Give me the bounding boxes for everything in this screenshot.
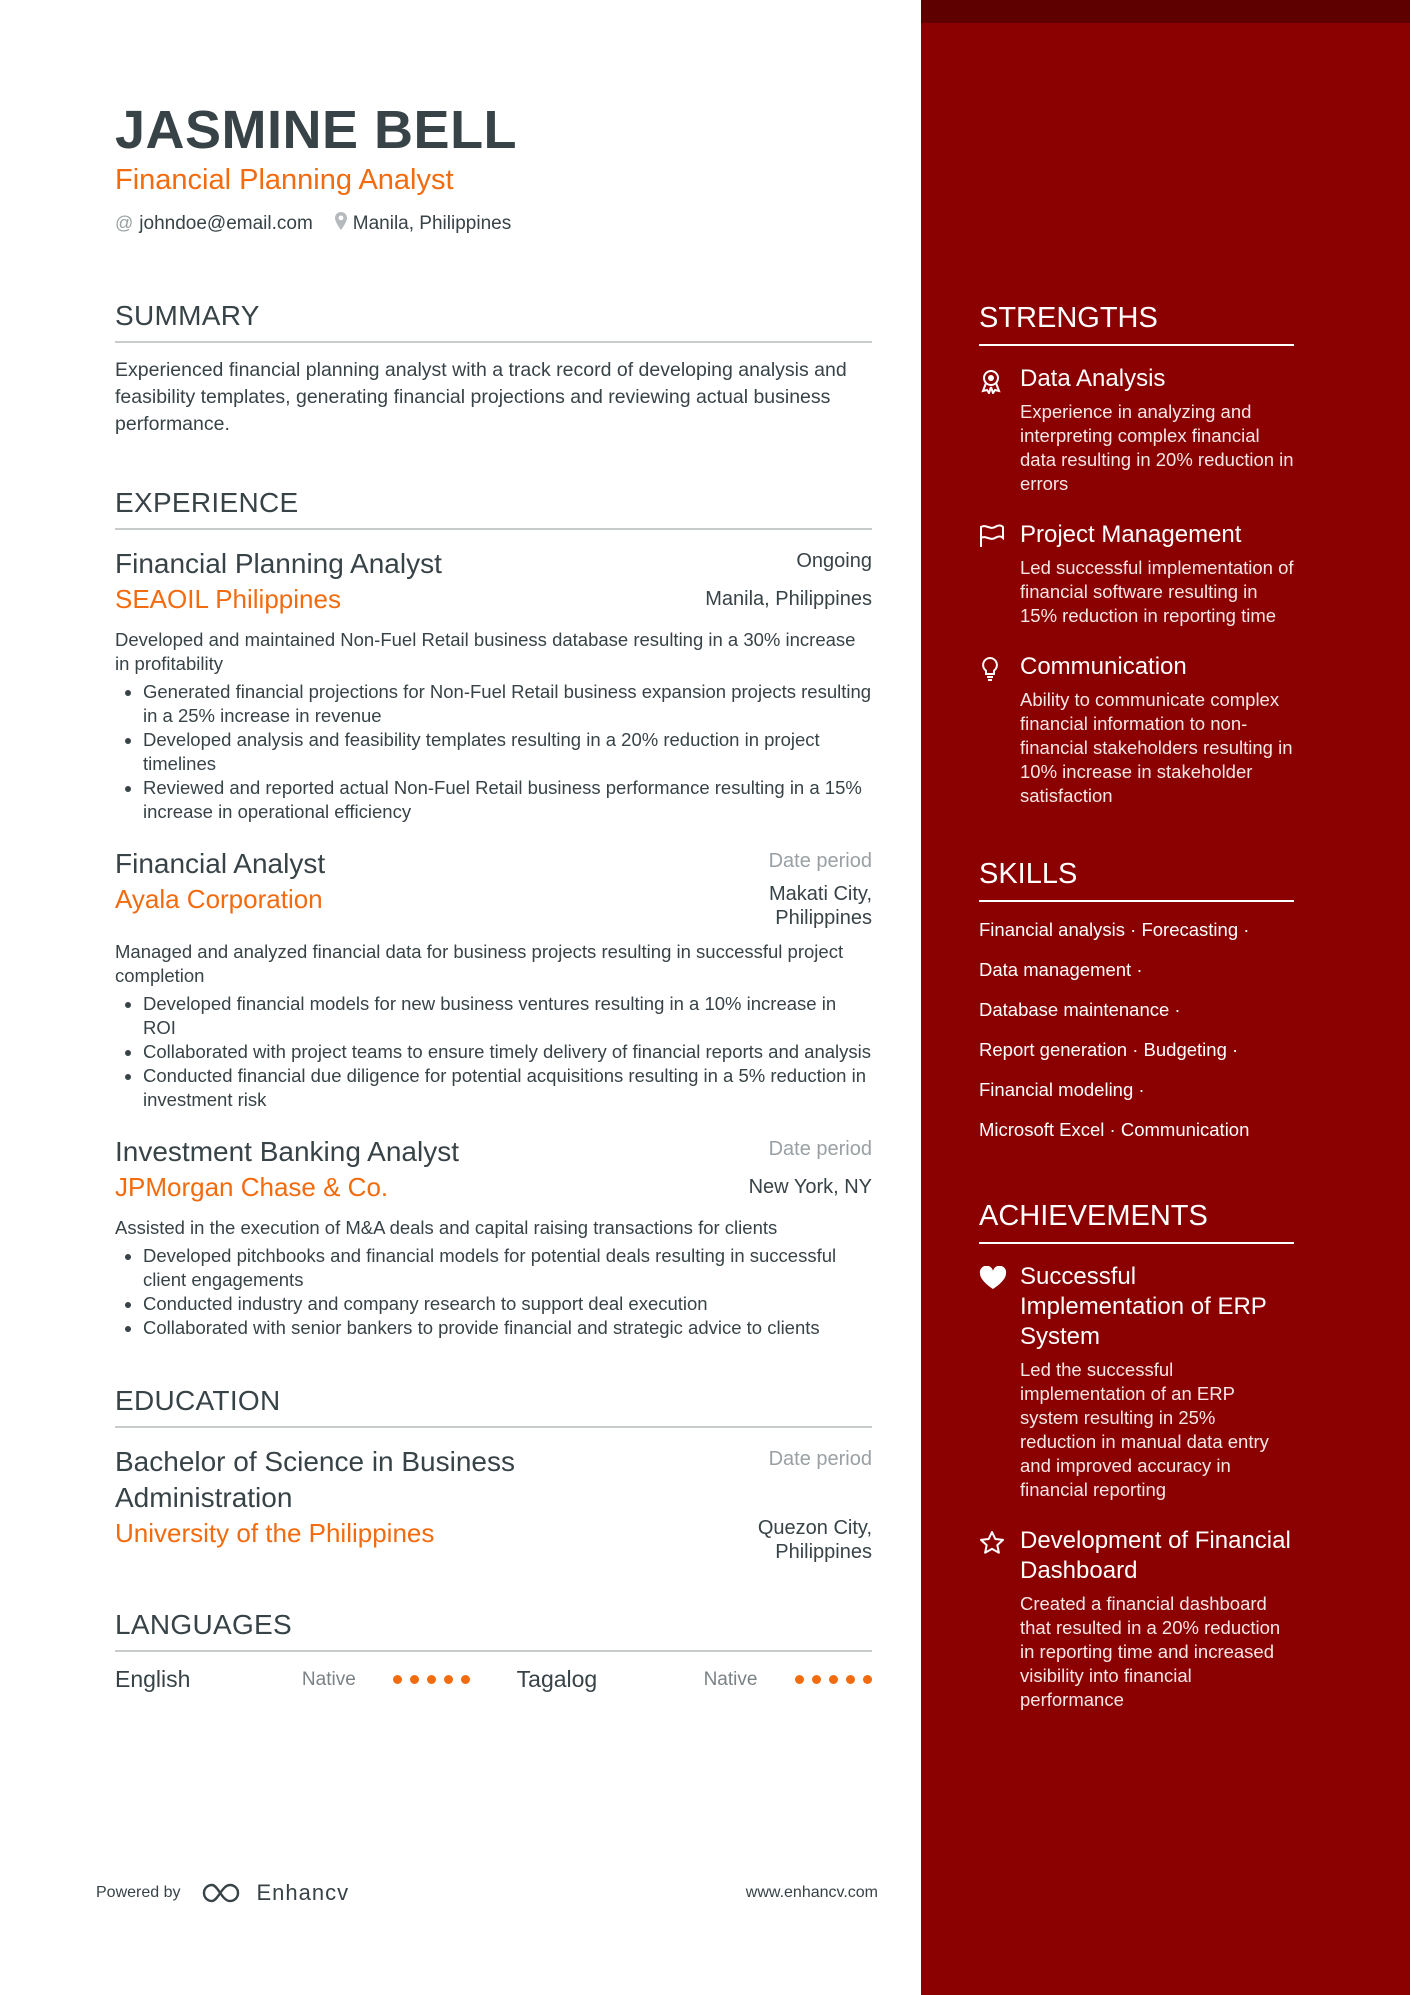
job-location: Manila, Philippines	[705, 588, 872, 610]
job-location-line: Philippines	[775, 907, 872, 929]
proficiency-dot	[829, 1675, 838, 1684]
skills-heading: SKILLS	[979, 856, 1294, 902]
job-bullet: • Conducted financial due diligence for potential acquisitions resulting in a 5% reduction in investment risk	[143, 1064, 872, 1112]
footer	[96, 1880, 878, 1906]
strength-description: Ability to communicate complex financial information to non-financial stakeholders resulting in 10% increase in stakeholder satisfaction	[1020, 689, 1293, 806]
job-company: JPMorgan Chase & Co.	[115, 1172, 389, 1202]
lightbulb-icon	[979, 652, 1020, 808]
job-description: Developed and maintained Non-Fuel Retail business database resulting in a 30% increase in profitability	[115, 629, 856, 674]
achievements-section	[979, 1198, 1294, 1712]
languages-heading: LANGUAGES	[115, 1608, 872, 1652]
job-bullet: • Reviewed and reported actual Non-Fuel Retail business performance resulting in a 15% increase in operational efficiency	[143, 776, 872, 824]
job-entry	[115, 546, 872, 824]
job-title: Financial Planning Analyst	[115, 548, 442, 579]
proficiency-dot	[444, 1675, 453, 1684]
job-bullet: • Conducted industry and company research to support deal execution	[143, 1292, 872, 1316]
brand-name: Enhancv	[256, 1880, 350, 1905]
strength-item	[979, 364, 1294, 496]
education-entry	[115, 1444, 872, 1564]
strength-description: Led successful implementation of financial software resulting in 15% reduction in reporting time	[1020, 557, 1294, 626]
skill-line: Database maintenance ·	[979, 999, 1181, 1020]
job-bullet: • Collaborated with project teams to ensure timely delivery of financial reports and analysis	[143, 1040, 872, 1064]
job-title: Financial Analyst	[115, 848, 326, 879]
strength-title: Data Analysis	[1020, 365, 1166, 392]
degree-line: Bachelor of Science in Business	[115, 1446, 515, 1477]
brand-logo[interactable]	[201, 1880, 350, 1906]
candidate-name: JASMINE BELL	[115, 100, 518, 160]
skills-section	[979, 856, 1294, 1142]
language-name: English	[115, 1666, 191, 1692]
job-location	[769, 882, 872, 930]
job-description: Managed and analyzed financial data for business projects resulting in successful project completion	[115, 941, 844, 986]
main-column	[115, 100, 872, 1693]
job-date: Ongoing	[796, 550, 872, 572]
language-level: Native	[301, 1668, 356, 1690]
sidebar-top-band	[921, 0, 1410, 23]
experience-heading: EXPERIENCE	[115, 486, 872, 530]
language-proficiency-dots	[795, 1675, 872, 1684]
job-description: Assisted in the execution of M&A deals and capital raising transactions for clients	[115, 1217, 778, 1238]
job-bullet: • Developed analysis and feasibility templates resulting in a 20% reduction in project timelines	[143, 728, 872, 776]
language-level: Native	[703, 1668, 758, 1690]
proficiency-dot	[427, 1675, 436, 1684]
job-title: Investment Banking Analyst	[115, 1136, 459, 1167]
language-proficiency-dots	[393, 1675, 516, 1684]
powered-by-label: Powered by	[96, 1884, 181, 1901]
job-company: SEAOIL Philippines	[115, 584, 341, 614]
proficiency-dot	[410, 1675, 419, 1684]
strength-item	[979, 652, 1294, 808]
school-name: University of the Philippines	[115, 1518, 435, 1548]
summary-text: Experienced financial planning analyst with a track record of developing analysis and feasibility templates, generating financial projections and reviewing actual business performance.	[115, 359, 847, 435]
degree-line: Administration	[115, 1482, 293, 1513]
job-bullet: • Developed pitchbooks and financial models for potential deals resulting in successful client engagements	[143, 1244, 872, 1292]
proficiency-dot	[795, 1675, 804, 1684]
job-company: Ayala Corporation	[115, 884, 323, 914]
skill-line: Microsoft Excel · Communication	[979, 1119, 1250, 1140]
school-location-line: Quezon City,	[757, 1517, 872, 1539]
job-bullet: • Collaborated with senior bankers to provide financial and strategic advice to clients	[143, 1316, 872, 1340]
proficiency-dot	[812, 1675, 821, 1684]
job-bullets	[115, 680, 872, 824]
languages-section	[115, 1608, 872, 1693]
achievement-item	[979, 1526, 1294, 1712]
language-name: Tagalog	[516, 1666, 598, 1692]
award-icon	[979, 364, 1020, 496]
job-date: Date period	[768, 850, 872, 872]
summary-heading: SUMMARY	[115, 299, 872, 343]
experience-section	[115, 486, 872, 1340]
skill-line: Financial modeling ·	[979, 1079, 1145, 1100]
job-location: New York, NY	[748, 1176, 872, 1198]
achievements-heading: ACHIEVEMENTS	[979, 1198, 1294, 1244]
enhancv-logo-icon	[201, 1882, 247, 1904]
education-date: Date period	[768, 1448, 872, 1470]
flag-icon	[979, 520, 1020, 628]
summary-section	[115, 299, 872, 438]
powered-by	[96, 1880, 349, 1906]
achievement-item	[979, 1262, 1294, 1502]
job-bullet: • Developed financial models for new business ventures resulting in a 10% increase in ROI	[143, 992, 872, 1040]
achievement-title: Successful Implementation of ERP System	[1020, 1263, 1267, 1350]
job-bullets	[115, 992, 872, 1112]
achievement-description: Created a financial dashboard that resulted in a 20% reduction in reporting time and increased visibility into financial performance	[1020, 1593, 1281, 1710]
job-bullets	[115, 1244, 872, 1340]
languages-row	[115, 1666, 872, 1693]
job-location-line: Makati City,	[769, 883, 872, 905]
proficiency-dot	[461, 1675, 470, 1684]
sidebar	[979, 300, 1294, 1712]
email-contact[interactable]	[115, 213, 313, 235]
location-text: Manila, Philippines	[352, 212, 512, 234]
job-entry	[115, 1134, 872, 1340]
school-location	[758, 1516, 872, 1564]
star-icon	[979, 1526, 1020, 1712]
strength-description: Experience in analyzing and interpreting complex financial data resulting in 20% reduction in errors	[1020, 401, 1294, 494]
skill-line: Financial analysis · Forecasting ·	[979, 919, 1250, 940]
job-entry	[115, 846, 872, 1112]
degree-title	[115, 1444, 515, 1516]
school-location-line: Philippines	[775, 1541, 872, 1563]
footer-url[interactable]: www.enhancv.com	[745, 1884, 878, 1901]
proficiency-dot	[846, 1675, 855, 1684]
achievement-description: Led the successful implementation of an ERP system resulting in 25% reduction in manual data entry and improved accuracy in financial reporting	[1020, 1359, 1269, 1500]
job-bullet: • Generated financial projections for Non-Fuel Retail business expansion projects resulting in a 25% increase in revenue	[143, 680, 872, 728]
strength-item	[979, 520, 1294, 628]
education-heading: EDUCATION	[115, 1384, 872, 1428]
at-sign-icon: @	[115, 213, 134, 233]
location-pin-icon	[335, 212, 347, 235]
strength-title: Project Management	[1020, 521, 1242, 548]
contact-info	[115, 212, 872, 235]
strengths-heading: STRENGTHS	[979, 300, 1294, 346]
strengths-section	[979, 300, 1294, 808]
job-date: Date period	[768, 1138, 872, 1160]
education-section	[115, 1384, 872, 1564]
strength-title: Communication	[1020, 653, 1187, 680]
candidate-title: Financial Planning Analyst	[115, 164, 454, 196]
skill-line: Data management ·	[979, 959, 1143, 980]
heart-icon	[979, 1262, 1020, 1502]
skill-line: Report generation · Budgeting ·	[979, 1039, 1239, 1060]
achievement-title: Development of Financial Dashboard	[1020, 1527, 1291, 1584]
email-text: johndoe@email.com	[139, 212, 313, 234]
proficiency-dot	[863, 1675, 872, 1684]
proficiency-dot	[393, 1675, 402, 1684]
location-contact	[335, 212, 511, 235]
